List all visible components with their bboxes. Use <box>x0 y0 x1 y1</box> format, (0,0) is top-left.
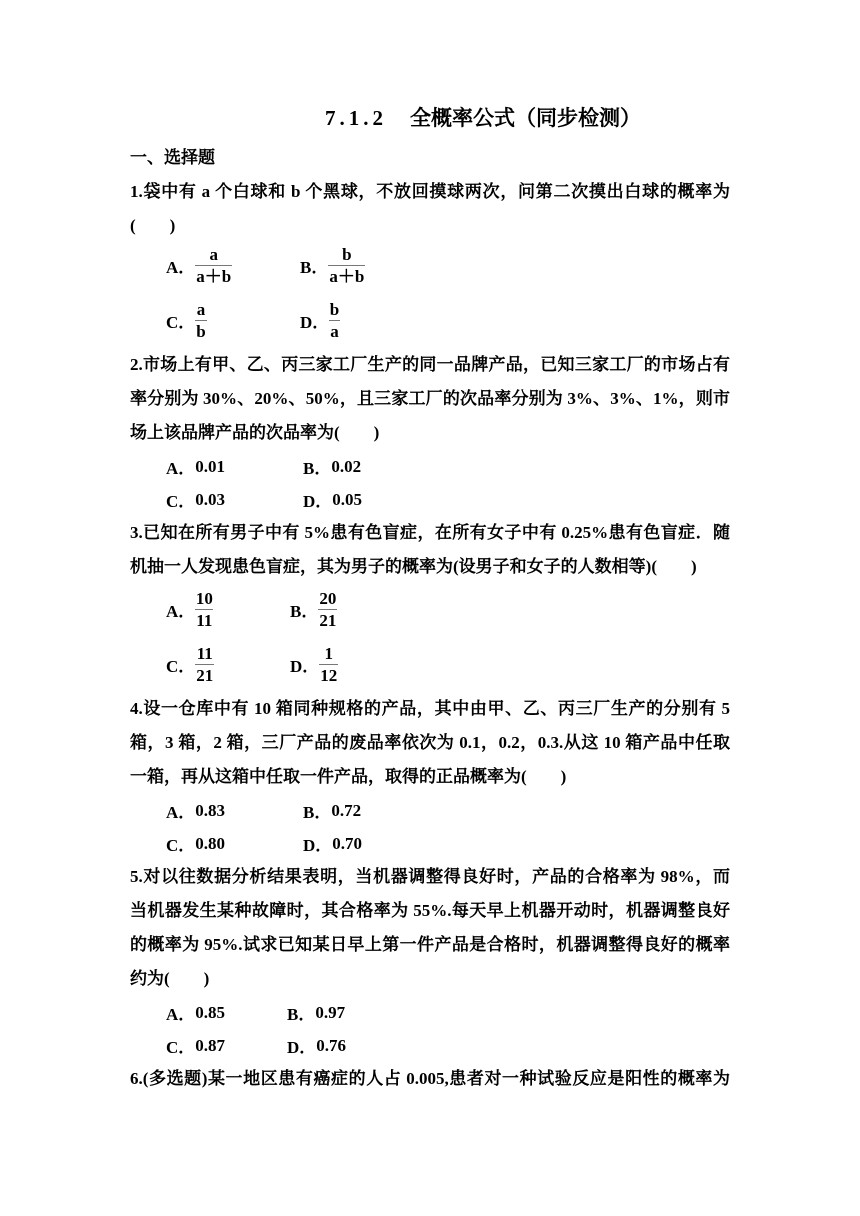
option-label: B． <box>303 459 332 478</box>
option-fraction <box>329 299 340 343</box>
fraction-denominator: 21 <box>319 610 337 630</box>
question-stem-line: 场上该品牌产品的次品率为( ) <box>130 423 380 442</box>
option-value: 0.72 <box>331 800 362 820</box>
fraction-numerator: a <box>196 299 206 319</box>
option-a <box>166 996 225 1029</box>
question-stem-line: 箱，3 箱，2 箱，三厂产品的废品率依次为 0.1，0.2，0.3.从这 10 箱产品中任取 <box>130 733 730 752</box>
option-value: 0.05 <box>332 489 363 509</box>
option-label: D． <box>290 657 320 676</box>
option-c <box>166 827 225 860</box>
worksheet-content <box>130 100 730 1096</box>
question-stem-line: 率分别为 30%、20%、50%，且三家工厂的次品率分别为 3%、3%、1%，则市 <box>130 389 730 408</box>
question-3 <box>130 516 730 692</box>
question-stem-line: 2.市场上有甲、乙、丙三家工厂生产的同一品牌产品，已知三家工厂的市场占有 <box>130 355 730 374</box>
question-stem-line: 4.设一仓库中有 10 箱同种规格的产品，其中由甲、乙、丙三厂生产的分别有 5 <box>130 699 730 718</box>
fraction-denominator: b <box>196 321 206 341</box>
option-a <box>166 450 225 483</box>
page-title <box>130 100 730 136</box>
question-stem-line: 当机器发生某种故障时，其合格率为 55%.每天早上机器开动时，机器调整良好 <box>130 901 730 920</box>
option-value: 0.85 <box>195 1002 226 1022</box>
options-row <box>130 238 730 293</box>
lesson-number: 7.1.2 <box>325 106 387 130</box>
option-value: 0.01 <box>195 456 226 476</box>
option-value: 0.76 <box>316 1035 347 1055</box>
fraction-denominator: a＋b <box>329 266 365 286</box>
question-stem-line: 3.已知在所有男子中有 5%患有色盲症，在所有女子中有 0.25%患有色盲症．随 <box>130 523 730 542</box>
fraction-denominator: a <box>330 321 339 341</box>
question-5 <box>130 860 730 1062</box>
option-fraction <box>328 244 365 288</box>
option-fraction <box>195 244 232 288</box>
option-label: C． <box>166 836 196 855</box>
option-label: D． <box>303 492 333 511</box>
option-b <box>290 582 337 637</box>
options-row <box>130 450 730 483</box>
option-value: 0.87 <box>195 1035 226 1055</box>
fraction-numerator: b <box>329 299 340 319</box>
option-label: C． <box>166 492 196 511</box>
option-label: A． <box>166 602 196 621</box>
option-c <box>166 1029 225 1062</box>
option-label: B． <box>287 1005 316 1024</box>
options-row <box>130 996 730 1029</box>
question-stem-line: 5.对以往数据分析结果表明，当机器调整得良好时，产品的合格率为 98%，而 <box>130 867 730 886</box>
option-b <box>287 996 345 1029</box>
option-label: C． <box>166 657 196 676</box>
option-value: 0.03 <box>195 489 226 509</box>
option-d <box>300 293 340 348</box>
fraction-numerator: 1 <box>319 643 338 665</box>
option-fraction <box>195 588 213 632</box>
options-row <box>130 483 730 516</box>
option-c <box>166 293 207 348</box>
fraction-numerator: b <box>328 244 365 266</box>
question-2 <box>130 348 730 516</box>
fraction-numerator: a <box>195 244 232 266</box>
option-label: D． <box>303 836 333 855</box>
option-value: 0.97 <box>315 1002 346 1022</box>
option-label: A． <box>166 803 196 822</box>
option-label: D． <box>300 313 330 332</box>
fraction-numerator: 10 <box>195 588 213 608</box>
option-label: A． <box>166 459 196 478</box>
option-label: A． <box>166 1005 196 1024</box>
option-d <box>303 827 362 860</box>
option-label: D． <box>287 1038 317 1057</box>
option-fraction <box>319 643 338 687</box>
option-label: C． <box>166 313 196 332</box>
title-text: 全概率公式（同步检测） <box>410 106 641 130</box>
option-value: 0.80 <box>195 833 226 853</box>
option-b <box>303 450 361 483</box>
option-d <box>287 1029 346 1062</box>
fraction-denominator: 12 <box>320 665 338 685</box>
options-row <box>130 1029 730 1062</box>
question-stem-line: 一箱，再从这箱中任取一件产品，取得的正品概率为( ) <box>130 767 567 786</box>
option-label: B． <box>300 258 329 277</box>
option-c <box>166 483 225 516</box>
option-b <box>303 794 361 827</box>
option-fraction <box>195 643 214 687</box>
option-d <box>290 637 338 692</box>
option-a <box>166 582 213 637</box>
question-stem-line: 机抽一人发现患色盲症，其为男子的概率为(设男子和女子的人数相等)( ) <box>130 557 697 576</box>
option-value: 0.70 <box>332 833 363 853</box>
question-4 <box>130 692 730 860</box>
options-row <box>130 827 730 860</box>
question-stem-line: ( ) <box>130 216 176 235</box>
question-stem-line: 1.袋中有 a 个白球和 b 个黑球，不放回摸球两次，问第二次摸出白球的概率为 <box>130 182 730 201</box>
question-6 <box>130 1062 730 1096</box>
fraction-numerator: 11 <box>196 643 213 663</box>
options-row <box>130 637 730 692</box>
option-a <box>166 794 225 827</box>
option-value: 0.83 <box>195 800 226 820</box>
fraction-denominator: a＋b <box>196 266 232 286</box>
options-row <box>130 794 730 827</box>
option-label: B． <box>290 602 319 621</box>
fraction-denominator: 11 <box>196 610 213 630</box>
question-stem-line: 6.(多选题)某一地区患有癌症的人占 0.005,患者对一种试验反应是阳性的概率为 <box>130 1069 730 1088</box>
question-stem-line: 的概率为 95%.试求已知某日早上第一件产品是合格时，机器调整得良好的概率 <box>130 935 730 954</box>
option-d <box>303 483 362 516</box>
option-c <box>166 637 214 692</box>
options-row <box>130 293 730 348</box>
option-label: C． <box>166 1038 196 1057</box>
section-heading: 一、选择题 <box>130 148 215 167</box>
options-row <box>130 582 730 637</box>
option-fraction <box>318 588 337 632</box>
option-label: B． <box>303 803 332 822</box>
option-label: A． <box>166 258 196 277</box>
fraction-numerator: 20 <box>319 588 337 608</box>
option-value: 0.02 <box>331 456 362 476</box>
fraction-denominator: 21 <box>196 665 214 685</box>
question-stem-line: 约为( ) <box>130 969 210 988</box>
option-b <box>300 238 365 293</box>
option-a <box>166 238 232 293</box>
option-fraction <box>195 299 206 343</box>
question-1 <box>130 175 730 348</box>
